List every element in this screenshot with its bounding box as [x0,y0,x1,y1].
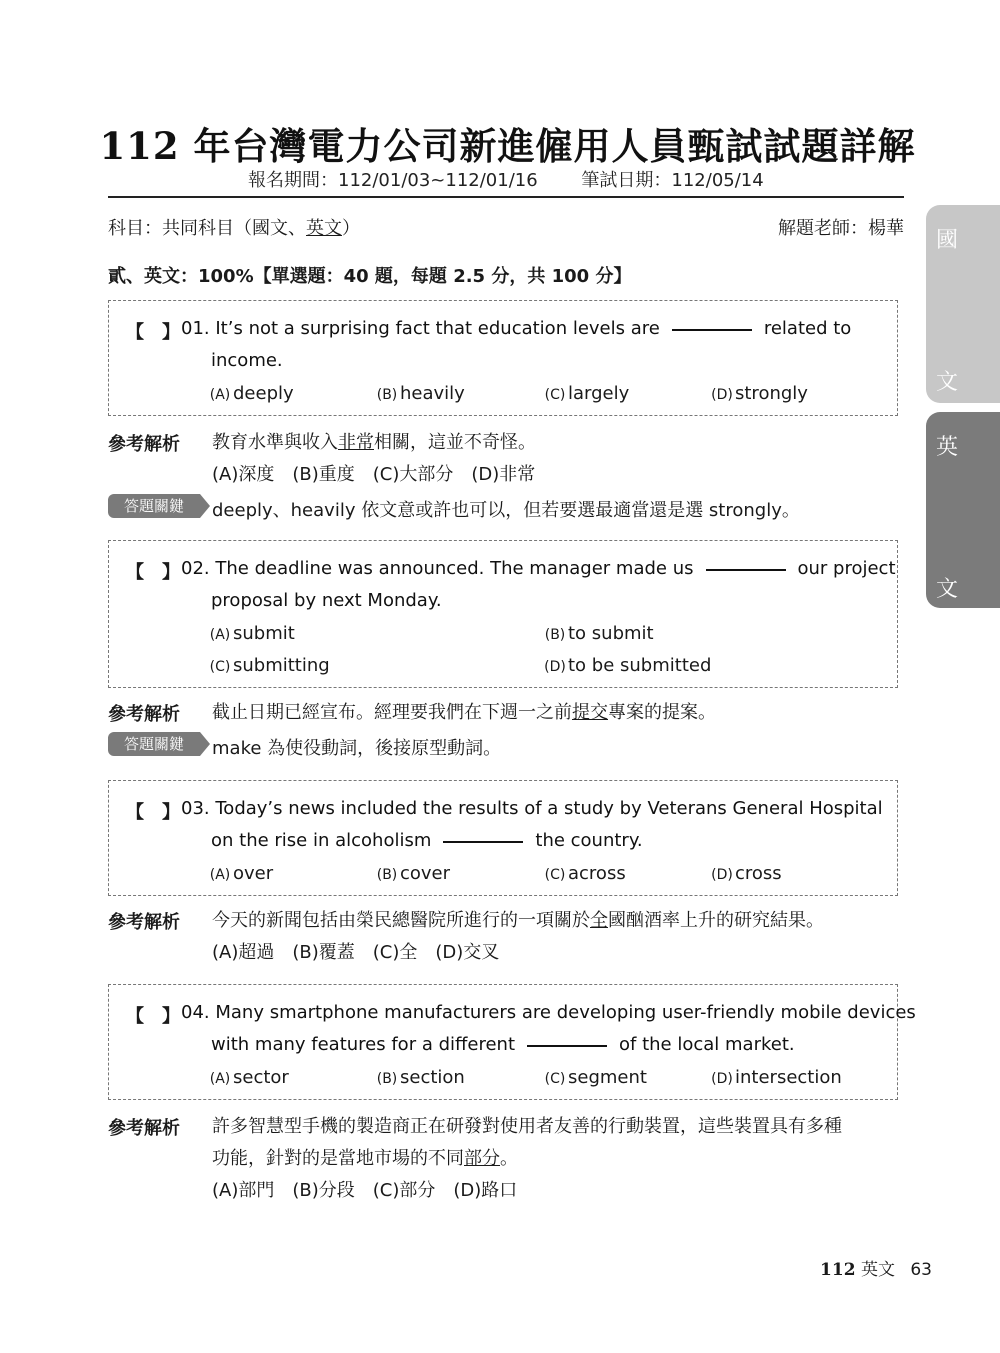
answer-blank [672,328,752,331]
footer-year: 112 [820,1260,856,1280]
option-letter: (B) [376,867,398,883]
option-letter: (A) [209,627,231,643]
reference-text: 今天的新聞包括由榮民總醫院所進行的一項關於全國酗酒率上升的研究結果。 [212,910,824,931]
option-b: (B) cover [376,863,451,884]
teacher-name: 解題老師：楊華 [778,218,904,239]
answer-bracket: 【 】 [126,322,180,343]
option-letter: (D) [711,387,733,403]
option-b: (B) to submit [544,623,654,644]
answer-blank [706,568,786,571]
option-d: (D) to be submitted [544,655,712,676]
option-letter: (A) [209,1071,231,1087]
option-c: (C) segment [544,1067,647,1088]
answer-blank [443,840,523,843]
option-letter: (A) [209,867,231,883]
answer-bracket: 【 】 [126,562,180,583]
answer-blank [527,1044,607,1047]
page-footer [820,1255,932,1280]
reference-options: (A)超過 (B)覆蓋 (C)全 (D)交叉 [212,942,500,963]
reference-text: 功能，針對的是當地市場的不同部分。 [212,1148,518,1169]
key-text: deeply、heavily 依文意或許也可以，但若要選最適當還是選 strongly。 [212,500,800,521]
side-tab-chinese[interactable] [926,205,1000,403]
side-tab-label: 英 [936,435,959,460]
question-line: 04. Many smartphone manufacturers are developing user-friendly mobile devices [181,1002,916,1023]
question-line: 03. Today’s news included the results of a study by Veterans General Hospital [181,798,883,819]
reference-label: 參考解析 [108,912,180,933]
reference-options: (A)部門 (B)分段 (C)部分 (D)路口 [212,1180,518,1201]
subject-line: 科目：共同科目（國文、英文） [108,218,360,239]
option-letter: (C) [544,387,566,403]
key-badge: 答題關鍵 [108,732,200,756]
footer-subject: 英文 [860,1260,895,1280]
key-badge: 答題關鍵 [108,494,200,518]
option-a: (A) sector [209,1067,289,1088]
reference-options: (A)深度 (B)重度 (C)大部分 (D)非常 [212,464,536,485]
question-line: with many features for a different of the local market. [211,1034,795,1055]
option-letter: (A) [209,387,231,403]
option-letter: (D) [544,659,566,675]
side-tab-english[interactable] [926,412,1000,608]
option-letter: (C) [544,1071,566,1087]
exam-date: 筆試日期：112/05/14 [581,170,764,191]
reference-text: 許多智慧型手機的製造商正在研發對使用者友善的行動裝置，這些裝置具有多種 [212,1116,842,1137]
option-c: (C) across [544,863,626,884]
option-letter: (B) [376,1071,398,1087]
question-line: 02. The deadline was announced. The manager made us our project [181,558,896,579]
reference-label: 參考解析 [108,1118,180,1139]
answer-bracket: 【 】 [126,802,180,823]
option-letter: (B) [376,387,398,403]
registration-period: 報名期間：112/01/03~112/01/16 [248,170,538,191]
reference-label: 參考解析 [108,434,180,455]
side-tab-label: 文 [936,577,959,602]
option-a: (A) submit [209,623,295,644]
question-line: 01. It’s not a surprising fact that education levels are related to [181,318,852,339]
option-a: (A) over [209,863,274,884]
option-letter: (C) [209,659,231,675]
option-c: (C) largely [544,383,630,404]
option-b: (B) heavily [376,383,465,404]
section-heading: 貳、英文：100%【單選題：40 題，每題 2.5 分，共 100 分】 [108,266,632,287]
reference-text: 教育水準與收入非常相關，這並不奇怪。 [212,432,536,453]
page-number: 63 [910,1260,932,1280]
question-line: on the rise in alcoholism the country. [211,830,643,851]
option-letter: (D) [711,867,733,883]
subject-english: 英文 [306,218,342,239]
option-letter: (D) [711,1071,733,1087]
option-b: (B) section [376,1067,465,1088]
option-a: (A) deeply [209,383,294,404]
option-d: (D) strongly [711,383,808,404]
side-tab-label: 國 [936,228,959,253]
option-letter: (B) [544,627,566,643]
key-text: make 為使役動詞，後接原型動詞。 [212,738,502,759]
option-d: (D) intersection [711,1067,842,1088]
answer-bracket: 【 】 [126,1006,180,1027]
option-letter: (C) [544,867,566,883]
side-tab-label: 文 [936,370,959,395]
question-line: income. [211,350,283,371]
question-line: proposal by next Monday. [211,590,442,611]
exam-dates [248,166,802,192]
reference-text: 截止日期已經宣布。經理要我們在下週一之前提交專案的提案。 [212,702,716,723]
option-c: (C) submitting [209,655,330,676]
page-title: 112 年台灣電力公司新進僱用人員甄試試題詳解 [99,124,916,168]
header-rule [108,196,904,198]
option-d: (D) cross [711,863,782,884]
reference-label: 參考解析 [108,704,180,725]
